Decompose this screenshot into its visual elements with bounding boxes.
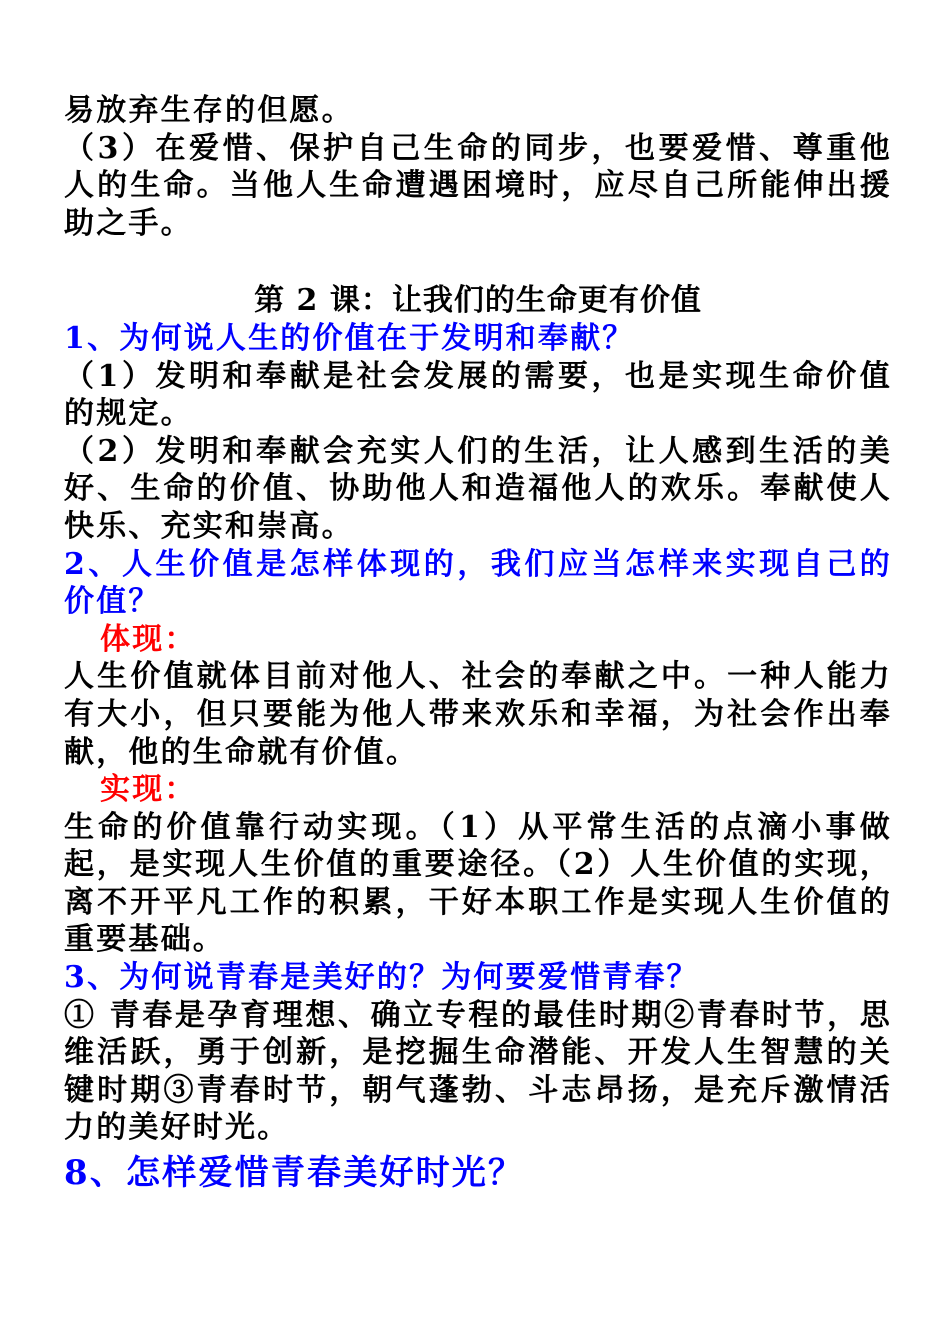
question-3: 3、为何说青春是美好的？为何要爱惜青春？ [64, 960, 699, 996]
q1-answer-2: （2）发明和奉献会充实人们的生活，让人感到生活的美好、生命的价值、协助他人和造福他人的欢乐。奉献使人快乐、充实和崇高。 [64, 433, 892, 544]
question-1: 1、为何说人生的价值在于发明和奉献？ [64, 320, 635, 356]
lesson-title: 第 2 课：让我们的生命更有价值 [254, 283, 702, 319]
question-2: 2、人生价值是怎样体现的，我们应当怎样来实现自己的价值？ [64, 546, 892, 620]
q2-text-embody: 人生价值就体目前对他人、社会的奉献之中。一种人能力有大小，但只要能为他人带来欢乐和幸福，为社会作出奉献，他的生命就有价值。 [64, 659, 892, 770]
q2-text-realize: 生命的价值靠行动实现。（1）从平常生活的点滴小事做起，是实现人生价值的重要途径。（2）人生价值的实现，离不开平凡工作的积累，干好本职工作是实现人生价值的重要基础。 [64, 809, 892, 958]
intro-point-3: （3）在爱惜、保护自己生命的同步，也要爱惜、尊重他人的生命。当他人生命遭遇困境时，应尽自己所能伸出援助之手。 [64, 130, 892, 241]
q2-heading-embody: 体现： [100, 621, 197, 657]
q3-answer: ① 青春是孕育理想、确立专程的最佳时期②青春时节，思维活跃，勇于创新，是挖掘生命潜能、开发人生智慧的关键时期③青春时节，朝气蓬勃、斗志昂扬，是充斥激情活力的美好时光。 [64, 997, 892, 1146]
intro-line: 易放弃生存的但愿。 [64, 93, 354, 128]
q1-answer-1: （1）发明和奉献是社会发展的需要，也是实现生命价值的规定。 [64, 358, 892, 432]
q2-heading-realize: 实现： [100, 772, 197, 808]
document-page [64, 92, 892, 1195]
question-8: 8、怎样爱惜青春美好时光？ [64, 1153, 525, 1194]
